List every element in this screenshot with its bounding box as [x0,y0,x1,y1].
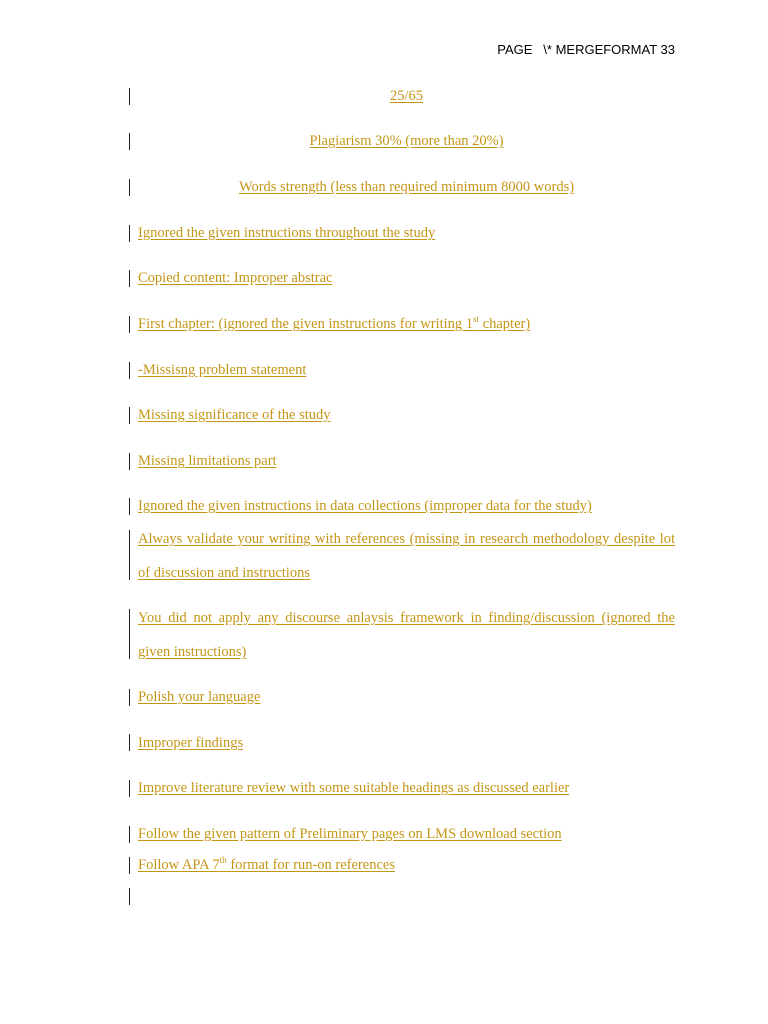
word-count-note: Words strength (less than required minimum 8000 words) [238,179,575,195]
change-bar [129,857,130,874]
significance-note: Missing significance of the study [138,407,331,423]
apa-format-note [138,855,675,875]
first-chapter-note [138,314,675,334]
change-bar [129,609,130,659]
change-bar [129,88,130,105]
change-bar [129,179,130,196]
literature-review-note: Improve literature review with some suitable headings as discussed earlier [138,780,570,796]
change-bar [129,826,130,843]
limitations-note: Missing limitations part [138,453,277,469]
plagiarism-note: Plagiarism 30% (more than 20%) [309,133,504,149]
first-chapter-ordinal: st [473,314,480,325]
instructions-note: Ignored the given instructions throughout the study [138,225,436,241]
change-bar [129,780,130,797]
apa-ordinal: th [219,855,227,866]
abstract-note: Copied content: Improper abstrac [138,270,333,286]
change-bar [129,498,130,515]
score-text: 25/65 [389,88,424,104]
first-chapter-text: First chapter: (ignored the given instructions for writing 1 [138,316,474,332]
change-bar [129,133,130,150]
change-bar [129,734,130,751]
change-bar [129,530,130,580]
page-header-field: PAGE \* MERGEFORMAT 33 [497,42,675,57]
discourse-framework-note: You did not apply any discourse anlaysis framework in finding/discussion (ignored the given instructions) [138,610,675,660]
change-bar [129,316,130,333]
change-bar [129,888,130,905]
change-bar [129,407,130,424]
change-bar [129,225,130,242]
change-bar [129,270,130,287]
apa-text: Follow APA 7 [138,857,220,873]
findings-note: Improper findings [138,735,244,751]
apa-text-end: format for run-on references [226,857,395,873]
data-collection-note: Ignored the given instructions in data collections (improper data for the study) [138,498,592,514]
validate-references-note: Always validate your writing with references (missing in research methodology despite lot of discussion and instructions [138,531,675,581]
language-note: Polish your language [138,689,261,705]
change-bar [129,689,130,706]
change-bar [129,453,130,470]
change-bar [129,362,130,379]
preliminary-pages-note: Follow the given pattern of Preliminary pages on LMS download section [138,826,562,842]
first-chapter-text-end: chapter) [479,316,531,332]
problem-statement-note: -Missisng problem statement [138,362,307,378]
